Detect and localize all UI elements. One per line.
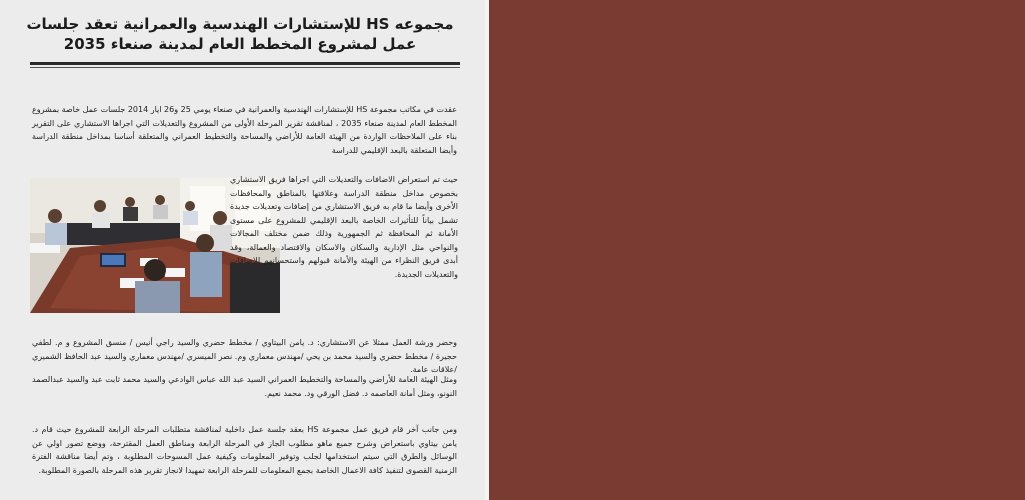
review-paragraph: حيث تم استعراض الاضافات والتعديلات التي اجراها فريق الاستشاري بخصوص مداخل منطقة الدراسة وعلاقتها بالمناطق والمحافظات الأخرى وأيضا ما قام به فريق الاستشاري من إضافات وتعديلات جديدة تشمل بياناً للتأثيرات الخاصة بالبعد الإقليمي للمشروع على مستوى الأمانة ثم المحافظة ثم الجمهورية وذلك ضمن مختلف المجالات والنواحي مثل الإدارية والسكان والاسكان والاقتصاد والعمالة، وقد أبدى فريق النظراء من الهيئة والأمانة قبولهم واستحسانهم للإضافات والتعديلات الجديدة. — [230, 175, 458, 279]
article-title: مجموعه HS للإستشارات الهندسية والعمرانية تعقد جلسات عمل لمشروع المخطط العام لمدينة صنعاء 2035 — [26, 15, 454, 53]
attendees-consultant-paragraph: وحضر ورشة العمل ممثلا عن الاستشاري: د. يامن البيتاوي / مخطط حضري والسيد راجي أنيس / منسق المشروع و م. لطفي حجيرة / مخطط حضري والسيد محمد بن يحي /مهندس معماري وم. نصر الميسري /مهندس معماري والسيد عبد الحافظ الشميري /علاقات عامة. — [32, 338, 457, 374]
title-rule — [30, 62, 460, 65]
attendees-authority-paragraph: ومثل الهيئة العامة للأراضي والمساحة والتخطيط العمراني السيد عبد الله عباس الوادعي والسيد محمد ثابت عبد والسيد عبدالصمد النونو، ومثل أمانة العاصمه د. فضل الورقي ود. محمد نعيم. — [32, 375, 457, 398]
title-rule-thin — [30, 67, 460, 68]
background-panel — [489, 0, 1025, 500]
internal-session-paragraph: ومن جانب آخر قام فريق عمل مجموعة HS بعقد جلسة عمل داخلية لمناقشة متطلبات المرحلة الرابعة للمشروع حيث قام د. يامن بيتاوي باستعراض وشرح جميع ماهو مطلوب الجاز في المرحلة الرابعة ومناطق العمل المقترحة، ووضع تصور اولي عن الوسائل والطرق التي سيتم استخدامها لجلب وتوفير المعلومات وكيفية عمل المسوحات المطلوبة ، وتم أيضا مناقشة الفترة الزمنية القصوى لتنفيذ كافة الاعمال الخاصة بجمع المعلومات للمرحلة الرابعة تمهيدا لانجاز تقرير هذه المرحلة بالصورة المطلوبة. — [32, 425, 457, 475]
article-page — [0, 0, 485, 500]
intro-paragraph: عقدت في مكاتب مجموعة HS للإستشارات الهندسية والعمرانية في صنعاء يومي 25 و26 ايار 2014 جلسات عمل خاصة بمشروع المخطط العام لمدينة صنعاء 2035 ، لمناقشة تقرير المرحلة الأولى من المشروع والتعديلات التي اجراها الاستشاري على التقرير بناء على الملاحظات الواردة من الهيئة العامة للأراضي والمساحة والتخطيط العمراني والمتعلقة أساسا بمداخل منطقة الدراسة وأيضا المتعلقة بالبعد الإقليمي للدراسة — [32, 105, 457, 155]
